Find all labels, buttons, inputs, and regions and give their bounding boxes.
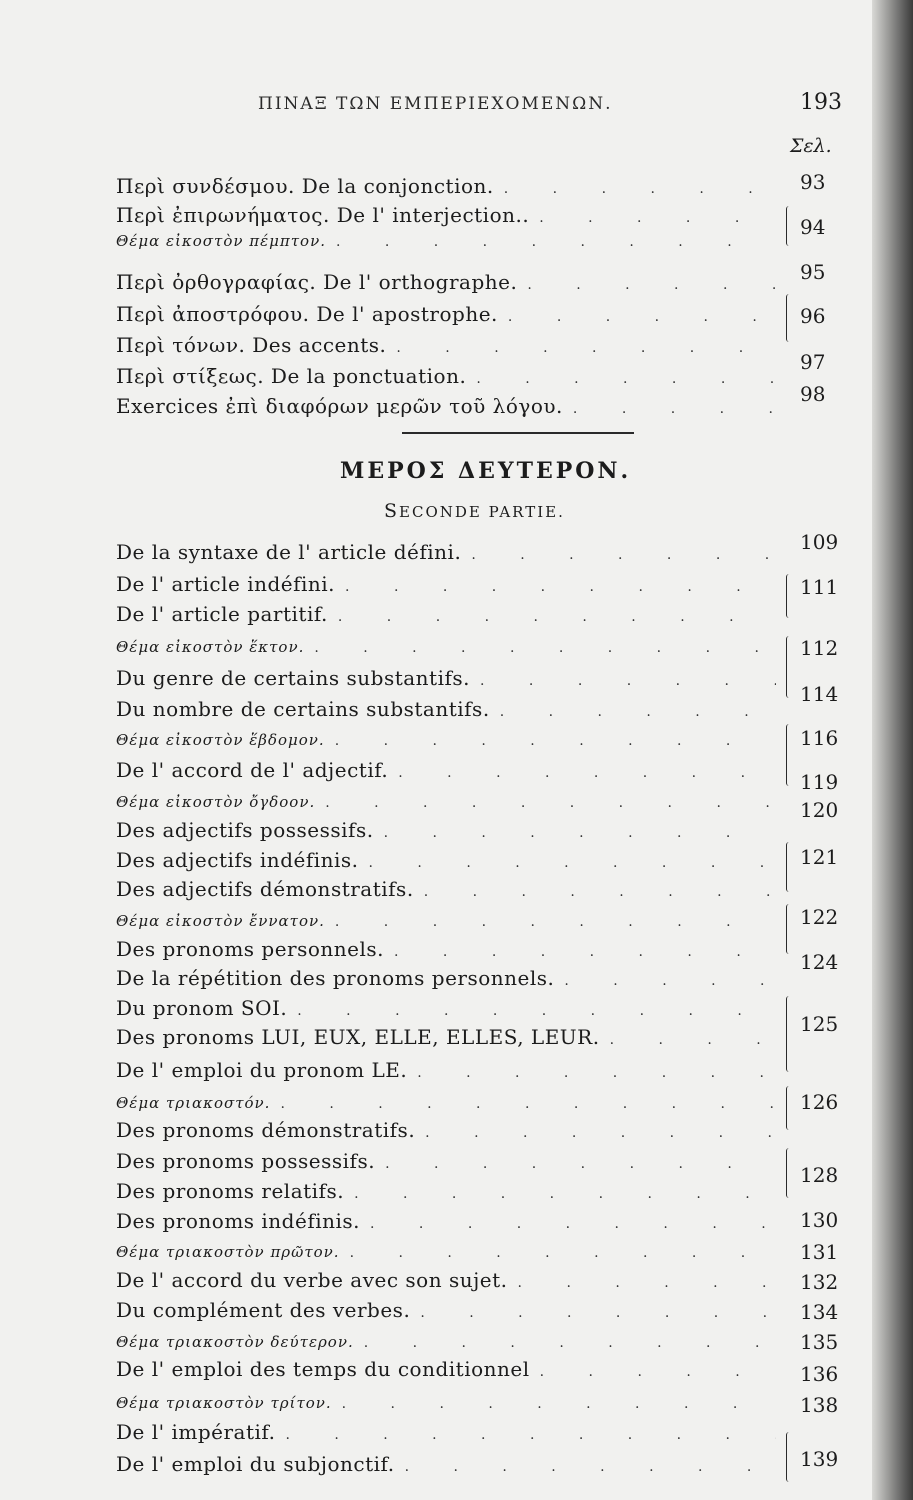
toc-page-number: 135 <box>800 1330 839 1354</box>
toc-entry: Περὶ ἀποστρόφου. De l' apostrophe. . . . <box>116 302 776 332</box>
toc-entry: Des adjectifs possessifs. . . . <box>116 818 776 848</box>
toc-entry: Περὶ συνδέσμου. De la conjonction. . . . <box>116 174 776 204</box>
toc-page-number: 125 <box>800 1012 839 1036</box>
bracket <box>786 724 793 786</box>
toc-entry: De la répétition des pronoms personnels. . . . <box>116 966 776 996</box>
toc-entry: Des pronoms personnels. . . . <box>116 937 776 967</box>
toc-entry: Du nombre de certains substantifs. . . . <box>116 697 776 727</box>
toc-entry: Περὶ στίξεως. De la ponctuation. . . . <box>116 364 776 394</box>
toc-page-number: 119 <box>800 770 839 794</box>
toc-entry: De l' article indéfini. . . . <box>116 572 776 602</box>
toc-page-number: 139 <box>800 1447 839 1471</box>
toc-page-number: 134 <box>800 1300 839 1324</box>
part-subtitle: SECONDE PARTIE. <box>384 500 565 522</box>
toc-page-number: 120 <box>800 798 839 822</box>
toc-entry: Περὶ ὀρθογραφίας. De l' orthographe. . . . <box>116 270 776 300</box>
toc-page-number: 112 <box>800 636 839 660</box>
toc-page-number: 97 <box>800 350 826 374</box>
toc-page-number: 94 <box>800 215 826 239</box>
toc-page-number: 122 <box>800 905 839 929</box>
toc-page-number: 128 <box>800 1163 839 1187</box>
part-title: ΜΕΡΟΣ ΔΕΥΤΕΡΟΝ. <box>340 458 632 484</box>
page-number: 193 <box>800 90 842 115</box>
toc-entry: Περὶ ἐπιρωνήματος. De l' interjection.. . . . <box>116 203 776 233</box>
page-header: ΠΙΝΑΞ ΤΩΝ ΕΜΠΕΡΙΕΧΟΜΕΝΩΝ. <box>258 94 613 114</box>
toc-page-number: 130 <box>800 1208 839 1232</box>
toc-entry-exercise: Θέμα τριακοστὸν πρῶτον. . . . <box>116 1243 776 1273</box>
toc-page-number: 124 <box>800 950 839 974</box>
toc-entry: Des adjectifs indéfinis. . . . <box>116 848 776 878</box>
toc-entry-exercise: Θέμα εἰκοστὸν ἔννατον. . . . <box>116 912 776 942</box>
toc-entry: Des pronoms démonstratifs. . . . <box>116 1118 776 1148</box>
toc-page-number: 138 <box>800 1393 839 1417</box>
toc-entry: Des pronoms indéfinis. . . . <box>116 1209 776 1239</box>
toc-page-number: 98 <box>800 382 826 406</box>
toc-entry: De l' article partitif. . . . <box>116 602 776 632</box>
toc-page-number: 116 <box>800 726 839 750</box>
page-column-label: Σελ. <box>790 135 832 157</box>
toc-entry: De l' accord de l' adjectif. . . . <box>116 758 776 788</box>
toc-entry: Περὶ τόνων. Des accents. . . . <box>116 333 776 363</box>
bracket <box>786 636 793 698</box>
toc-entry-exercise: Θέμα εἰκοστὸν πέμπτον. . . . <box>116 232 776 262</box>
toc-page-number: 109 <box>800 530 839 554</box>
toc-page-number: 131 <box>800 1240 839 1264</box>
section-divider <box>402 432 634 434</box>
toc-entry: De l' emploi du pronom LE. . . . <box>116 1058 776 1088</box>
bracket <box>786 1148 793 1198</box>
toc-entry: De l' emploi des temps du conditionnel . . . <box>116 1357 776 1387</box>
toc-page-number: 126 <box>800 1090 839 1114</box>
bracket <box>786 1086 793 1130</box>
bracket <box>786 574 793 618</box>
bracket <box>786 206 793 246</box>
toc-entry: Des pronoms LUI, EUX, ELLE, ELLES, LEUR. . . . <box>116 1025 776 1055</box>
toc-entry-exercise: Θέμα εἰκοστὸν ἕβδομον. . . . <box>116 731 776 761</box>
toc-page-number: 114 <box>800 682 839 706</box>
toc-page-number: 96 <box>800 304 826 328</box>
toc-entry: De l' emploi du subjonctif. . . . <box>116 1452 776 1482</box>
toc-entry: Exercices ἐπὶ διαφόρων μερῶν τοῦ λόγου. . . . <box>116 394 776 424</box>
toc-entry: Du pronom SOI. . . . <box>116 996 776 1026</box>
bracket <box>786 1432 793 1482</box>
bracket <box>786 842 793 892</box>
bracket <box>786 996 793 1072</box>
toc-entry-exercise: Θέμα εἰκοστὸν ὄγδοον. . . . <box>116 793 776 823</box>
toc-entry-exercise: Θέμα εἰκοστὸν ἕκτον. . . . <box>116 638 776 668</box>
toc-entry: Du genre de certains substantifs. . . . <box>116 666 776 696</box>
bracket <box>786 294 793 342</box>
toc-entry: Du complément des verbes. . . . <box>116 1298 776 1328</box>
page-edge-shadow <box>872 0 913 1500</box>
toc-entry: Des adjectifs démonstratifs. . . . <box>116 877 776 907</box>
toc-entry: De l' impératif. . . . <box>116 1420 776 1450</box>
toc-page-number: 121 <box>800 845 839 869</box>
toc-entry: De la syntaxe de l' article défini. . . . <box>116 540 776 570</box>
toc-page-number: 132 <box>800 1270 839 1294</box>
toc-page-number: 95 <box>800 260 826 284</box>
toc-page-number: 136 <box>800 1362 839 1386</box>
toc-entry-exercise: Θέμα τριακοστὸν τρίτον. . . . <box>116 1394 776 1424</box>
bracket <box>786 904 793 954</box>
toc-page-number: 93 <box>800 170 826 194</box>
toc-entry: Des pronoms possessifs. . . . <box>116 1149 776 1179</box>
toc-page-number: 111 <box>800 575 839 599</box>
toc-entry: De l' accord du verbe avec son sujet. . . . <box>116 1268 776 1298</box>
toc-entry-exercise: Θέμα τριακοστὸν δεύτερον. . . . <box>116 1333 776 1363</box>
toc-entry: Des pronoms relatifs. . . . <box>116 1179 776 1209</box>
toc-entry-exercise: Θέμα τριακοστόν. . . . <box>116 1094 776 1124</box>
